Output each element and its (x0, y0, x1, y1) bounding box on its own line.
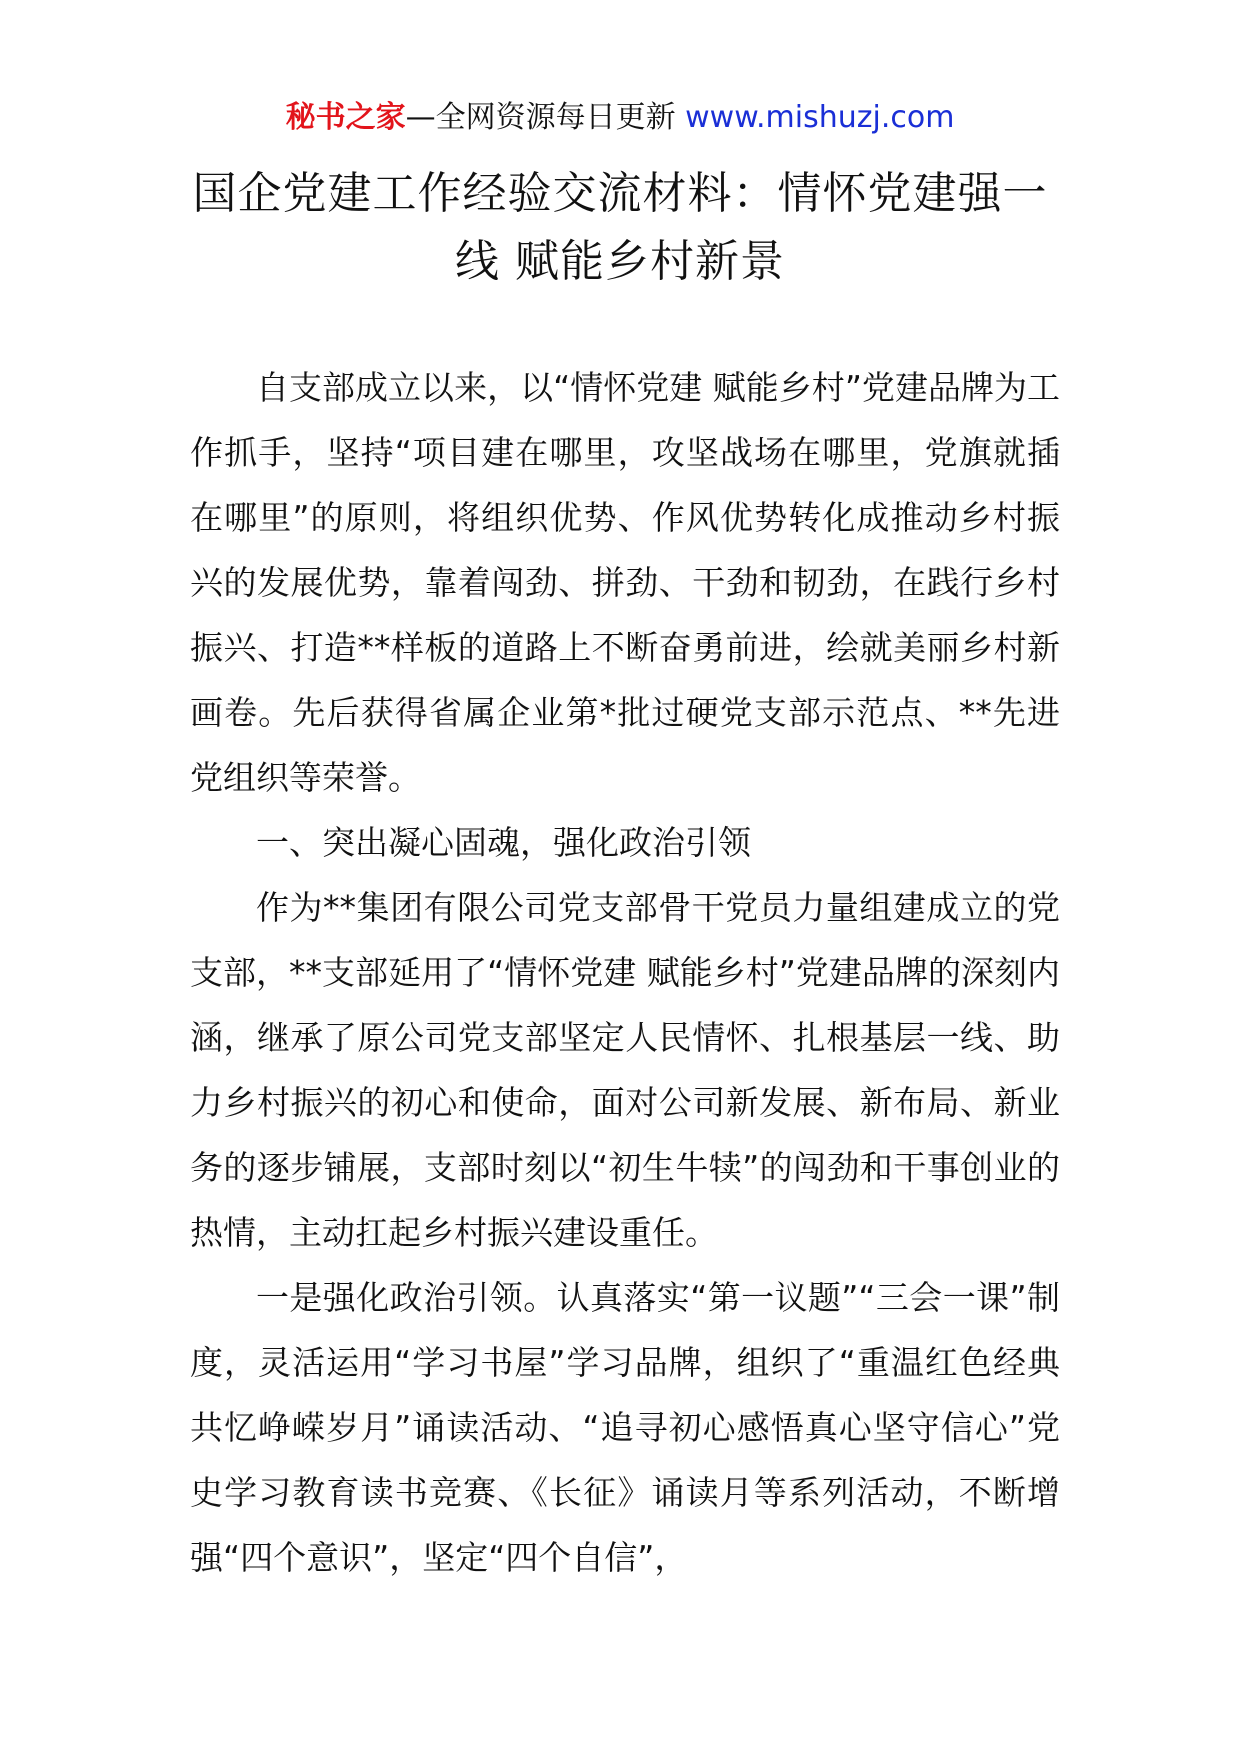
site-tagline: —全网资源每日更新 (405, 100, 676, 135)
site-url[interactable]: www.mishuzj.com (685, 100, 955, 135)
paragraph-section-1: 作为**集团有限公司党支部骨干党员力量组建成立的党支部，**支部延用了“情怀党建 赋能乡村”党建品牌的深刻内涵，继承了原公司党支部坚定人民情怀、扎根基层一线、助力乡村振兴的初心和使命，面对公司新发展、新布局、新业务的逐步铺展，支部时刻以“初生牛犊”的闯劲和干事创业的热情，主动扛起乡村振兴建设重任。 (190, 888, 1060, 1252)
document-body (190, 355, 1060, 1590)
paragraph-intro: 自支部成立以来，以“情怀党建 赋能乡村”党建品牌为工作抓手，坚持“项目建在哪里，攻坚战场在哪里，党旗就插在哪里”的原则，将组织优势、作风优势转化成推动乡村振兴的发展优势，靠着闯劲、拼劲、干劲和韧劲，在践行乡村振兴、打造**样板的道路上不断奋勇前进，绘就美丽乡村新画卷。先后获得省属企业第*批过硬党支部示范点、**先进党组织等荣誉。 (190, 368, 1060, 797)
site-brand: 秘书之家 (285, 100, 406, 135)
site-header (0, 98, 1240, 138)
paragraph-political-guidance: 一是强化政治引领。认真落实“第一议题”“三会一课”制度，灵活运用“学习书屋”学习品牌，组织了“重温红色经典共忆峥嵘岁月”诵读活动、“追寻初心感悟真心坚守信心”党史学习教育读书竞赛、《长征》诵读月等系列活动，不断增强“四个意识”，坚定“四个自信”， (190, 1278, 1060, 1577)
section-heading-1: 一、突出凝心固魂，强化政治引领 (256, 823, 751, 862)
document-title: 国企党建工作经验交流材料：情怀党建强一线 赋能乡村新景 (192, 168, 1048, 287)
